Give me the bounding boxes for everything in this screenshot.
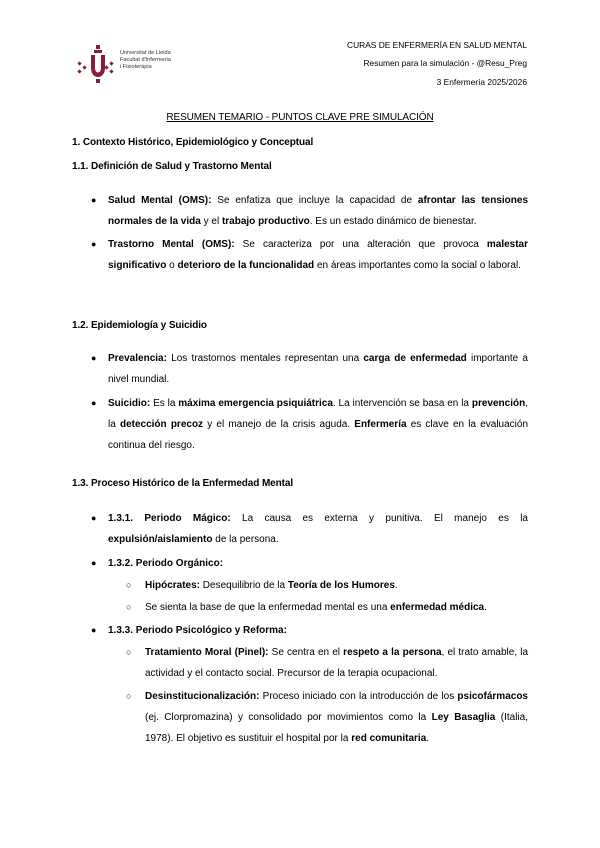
term: 1.3.3. Periodo Psicológico y Reforma: <box>108 625 287 636</box>
text: importante a nivel mundial. <box>108 353 528 385</box>
sub-bullet-circle-icon: ○ <box>126 691 132 701</box>
text: Los trastornos mentales representan una <box>166 353 364 364</box>
section-heading-1: 1. Contexto Histórico, Epidemiológico y Conceptual <box>72 137 314 148</box>
bullet-periodo-magico <box>108 508 528 550</box>
bullet-prevalencia <box>108 348 528 390</box>
text: es clave en la evaluación continua del riesgo. <box>108 419 529 451</box>
text: Se caracteriza por una alteración que provoca <box>234 239 487 250</box>
sub-bullet-circle-icon: ○ <box>126 647 132 657</box>
bold-text: detección precoz <box>119 419 204 430</box>
bullet-salud-mental <box>108 190 528 232</box>
header-course: CURAS DE ENFERMERÍA EN SALUD MENTAL <box>347 40 527 50</box>
university-crest-icon <box>74 44 122 84</box>
bold-text: respeto a la persona <box>343 647 442 658</box>
text: . <box>426 733 430 744</box>
bold-text: malestar significativo <box>108 239 528 271</box>
bullet-trastorno-mental <box>108 234 528 276</box>
sub-bullet-base-medica <box>145 597 528 618</box>
term: Hipócrates: <box>145 580 201 591</box>
logo-text-line: Universitat de Lleida <box>120 50 171 56</box>
sub-bullet-tratamiento-moral <box>145 642 528 684</box>
bullet-periodo-psicologico <box>108 620 528 641</box>
logo-text <box>120 50 171 71</box>
bold-text: trabajo productivo <box>221 216 310 227</box>
text: (ej. Clorpromazina) y consolidado por movimientos como la <box>145 712 432 723</box>
text: , el trato amable, la actividad y el contacto social. Precursor de la terapia ocupacional. <box>145 647 529 679</box>
document-title: RESUMEN TEMARIO - PUNTOS CLAVE PRE SIMULACIÓN <box>166 112 434 123</box>
bold-text: psicofármacos <box>457 691 528 702</box>
text: en áreas importantes como la social o laboral. <box>314 260 521 271</box>
bold-text: red comunitaria <box>351 733 427 744</box>
bullet-dot-icon: ● <box>91 558 97 568</box>
section-heading-1-3: 1.3. Proceso Histórico de la Enfermedad Mental <box>72 478 294 489</box>
text: . <box>484 602 487 613</box>
term: Salud Mental (OMS): <box>108 195 212 206</box>
bullet-dot-icon: ● <box>91 195 97 205</box>
sub-bullet-hipocrates <box>145 575 528 596</box>
sub-bullet-circle-icon: ○ <box>126 602 132 612</box>
text: . Es un estado dinámico de bienestar. <box>309 216 477 227</box>
text: . La intervención se basa en la <box>332 398 472 409</box>
sub-bullet-circle-icon: ○ <box>126 580 132 590</box>
bold-text: deterioro de la funcionalidad <box>177 260 315 271</box>
header-year: 3 Enfermería 2025/2026 <box>436 77 527 87</box>
section-heading-1-2: 1.2. Epidemiología y Suicidio <box>72 320 207 331</box>
bold-text: enfermedad médica <box>390 602 485 613</box>
bullet-periodo-organico <box>108 553 528 574</box>
term: Prevalencia: <box>108 353 167 364</box>
text: Se enfatiza que incluye la capacidad de <box>211 195 418 206</box>
text: Se sienta la base de que la enfermedad mental es una <box>145 602 391 613</box>
university-logo <box>74 44 184 84</box>
bold-text: máxima emergencia psiquiátrica <box>178 398 333 409</box>
term: Trastorno Mental (OMS): <box>108 239 235 250</box>
sub-bullet-desinstitucionalizacion <box>145 686 528 749</box>
bullet-dot-icon: ● <box>91 239 97 249</box>
section-heading-1-1: 1.1. Definición de Salud y Trastorno Mental <box>72 161 272 172</box>
term: Tratamiento Moral (Pinel): <box>145 647 269 658</box>
logo-text-line: i Fisioteràpia <box>120 64 152 70</box>
bold-text: Teoría de los Humores <box>287 580 395 591</box>
bullet-dot-icon: ● <box>91 353 97 363</box>
text: y el <box>200 216 222 227</box>
text: (Italia, 1978). El objetivo es sustituir el hospital por la <box>145 712 528 744</box>
text: Es la <box>150 398 179 409</box>
bold-text: expulsión/aislamiento <box>108 534 213 545</box>
text: Se centra en el <box>268 647 344 658</box>
header-subtitle: Resumen para la simulación - @Resu_Preg <box>363 58 527 68</box>
bullet-suicidio <box>108 393 528 456</box>
text: de la persona. <box>212 534 279 545</box>
text: Proceso iniciado con la introducción de los <box>259 691 458 702</box>
bold-text: prevención <box>471 398 526 409</box>
bold-text: carga de enfermedad <box>363 353 467 364</box>
text: o <box>166 260 178 271</box>
bullet-dot-icon: ● <box>91 625 97 635</box>
text: . <box>394 580 398 591</box>
term: Suicidio: <box>108 398 151 409</box>
term: 1.3.2. Periodo Orgánico: <box>108 558 224 569</box>
bullet-dot-icon: ● <box>91 513 97 523</box>
term: 1.3.1. Periodo Mágico: <box>108 513 231 524</box>
bold-text: Ley Basaglia <box>431 712 496 723</box>
text: La causa es externa y punitiva. El manejo es la <box>230 513 528 524</box>
term: Desinstitucionalización: <box>145 691 260 702</box>
text: Desequilibrio de la <box>200 580 288 591</box>
bold-text: Enfermería <box>354 419 407 430</box>
bullet-dot-icon: ● <box>91 398 97 408</box>
logo-text-line: Facultat d'Infermeria <box>120 57 171 63</box>
text: , la <box>108 398 528 430</box>
bold-text: afrontar las tensiones normales de la vida <box>108 195 529 227</box>
text: y el manejo de la crisis aguda. <box>203 419 355 430</box>
